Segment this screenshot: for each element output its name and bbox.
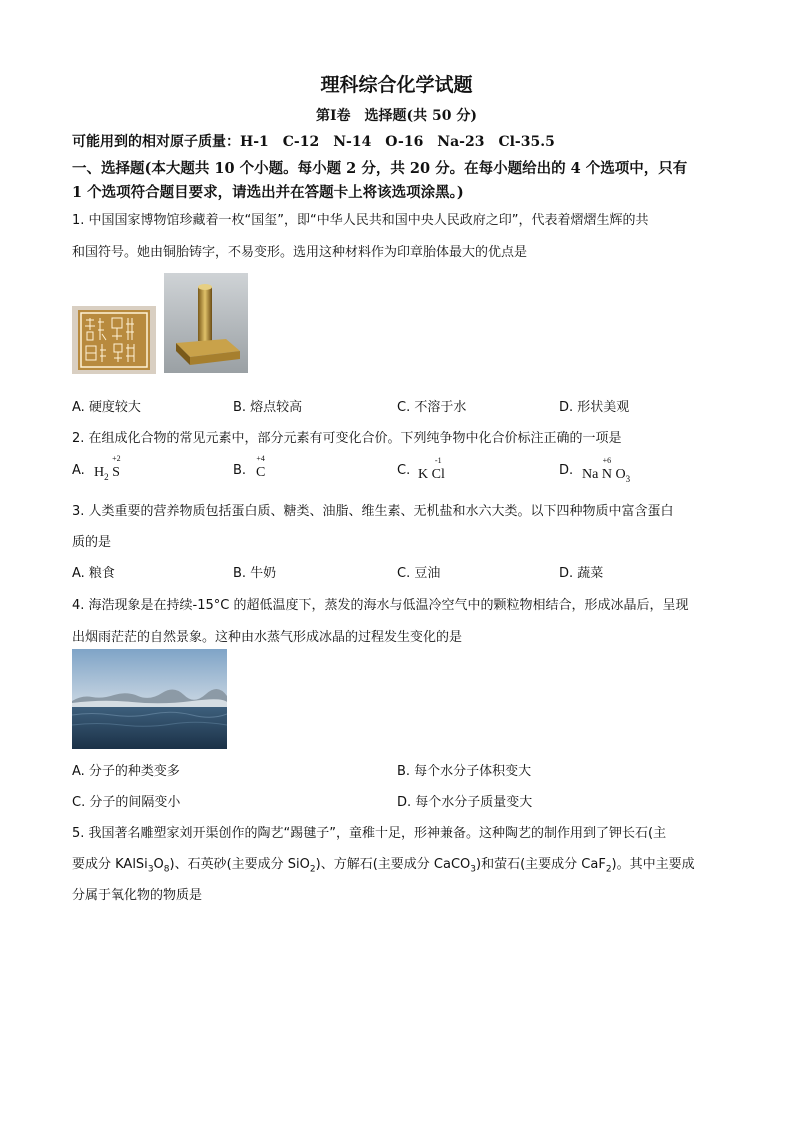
q5-stem-line1: 5. 我国著名雕塑家刘开渠创作的陶艺“踢毽子”，童稚十足，形神兼备。这种陶艺的制作用到了钾长石(主 bbox=[72, 826, 667, 841]
q3-option-d: D. 蔬菜 bbox=[559, 566, 604, 581]
q4-option-b: B. 每个水分子体积变大 bbox=[397, 764, 532, 779]
seal-3d-image bbox=[164, 273, 248, 373]
q2-option-d-formula: Na +6 N $O_3$ bbox=[582, 456, 631, 484]
q1-option-c: C. 不溶于水 bbox=[397, 400, 467, 415]
q1-option-a: A. 硬度较大 bbox=[72, 400, 141, 415]
q3-stem-line1: 3. 人类重要的营养物质包括蛋白质、糖类、油脂、维生素、无机盐和水六大类。以下四种物质中富含蛋白 bbox=[72, 504, 674, 519]
section-header-line2: 1 个选项符合题目要求，请选出并在答题卡上将该选项涂黑。) bbox=[72, 184, 464, 201]
q2-option-b-formula: +4 C bbox=[256, 454, 266, 480]
q1-stem-line1: 1. 中国国家博物馆珍藏着一枚“国玺”，即“中华人民共和国中央人民政府之印”，代表着熠熠生辉的共 bbox=[72, 213, 649, 228]
q2-option-d-label: D. bbox=[559, 463, 574, 478]
q1-stem-line2: 和国符号。她由铜胎铸字，不易变形。选用这种材料作为印章胎体最大的优点是 bbox=[72, 245, 528, 260]
q2-option-c-label: C. bbox=[397, 463, 411, 478]
q4-option-d: D. 每个水分子质量变大 bbox=[397, 795, 533, 810]
q1-option-b: B. 熔点较高 bbox=[233, 400, 303, 415]
q2-option-a-label: A. bbox=[72, 463, 85, 478]
q3-option-a: A. 粮食 bbox=[72, 566, 115, 581]
q4-option-c: C. 分子的间隔变小 bbox=[72, 795, 181, 810]
section-subtitle: 第Ⅰ卷 选择题(共 50 分) bbox=[315, 108, 478, 124]
q5-stem-line3: 分属于氧化物的物质是 bbox=[72, 888, 203, 903]
q2-option-a-formula: $H_2$ +2 S bbox=[94, 454, 121, 482]
sea-smoke-image bbox=[72, 649, 227, 749]
q4-stem-line1: 4. 海浩现象是在持续-15°C 的超低温度下，蒸发的海水与低温冷空气中的颗粒物相结合，形成冰晶后，呈现 bbox=[72, 598, 689, 613]
q5-stem-line2: 要成分 $KAlSi_3O_8$)、石英砂(主要成分 SiO$_2$)、方解石(主要成分 CaCO$_3$)和萤石(主要成分 CaF$_2$)。其中主要成 bbox=[72, 857, 695, 875]
q1-option-d: D. 形状美观 bbox=[559, 400, 630, 415]
q2-option-c-formula: K -1 Cl bbox=[418, 456, 445, 482]
q3-option-c: C. 豆油 bbox=[397, 566, 441, 581]
atomic-masses: 可能用到的相对原子质量：H-1 C-12 N-14 O-16 Na-23 Cl-35.5 bbox=[72, 134, 555, 150]
page-title: 理科综合化学试题 bbox=[320, 74, 473, 96]
q2-option-b-label: B. bbox=[233, 463, 247, 478]
q2-stem: 2. 在组成化合物的常见元素中，部分元素有可变化合价。下列纯争物中化合价标注正确的一项是 bbox=[72, 431, 622, 446]
q3-option-b: B. 牛奶 bbox=[233, 566, 277, 581]
q4-stem-line2: 出烟雨茫茫的自然景象。这种由水蒸气形成冰晶的过程发生变化的是 bbox=[72, 630, 463, 645]
section-header-line1: 一、选择题(本大题共 10 个小题。每小题 2 分，共 20 分。在每小题给出的 4 个选项中，只有 bbox=[72, 160, 688, 177]
q4-option-a: A. 分子的种类变多 bbox=[72, 764, 180, 779]
q3-stem-line2: 质的是 bbox=[72, 535, 112, 550]
seal-face-image bbox=[72, 306, 156, 374]
